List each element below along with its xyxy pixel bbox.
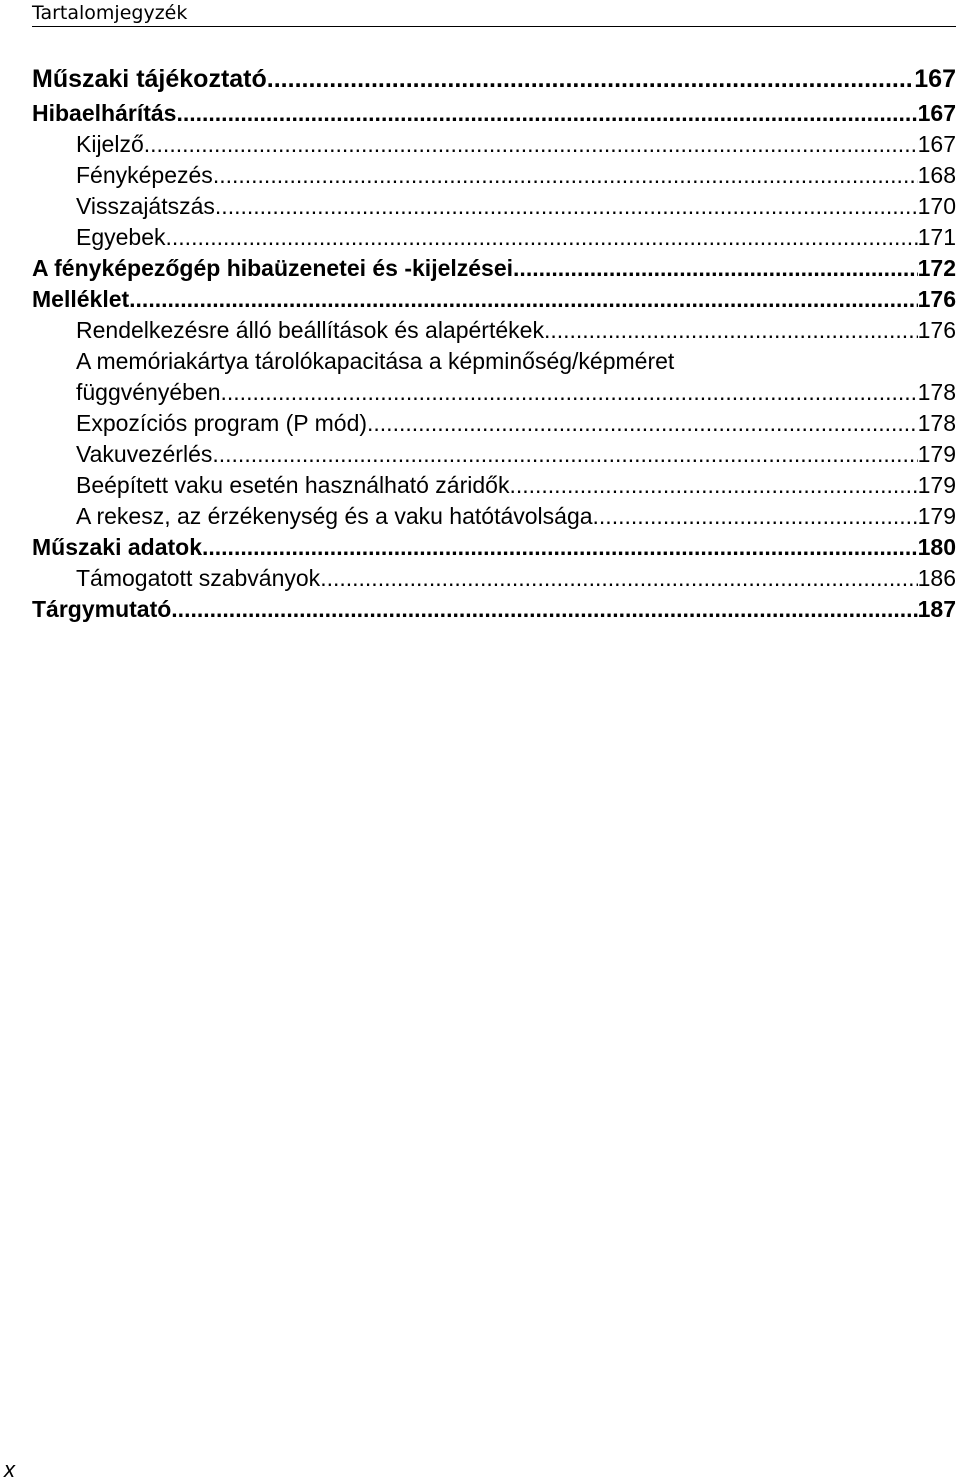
toc-entry-page: 179 xyxy=(917,472,956,498)
toc-entry-page: 167 xyxy=(917,131,956,157)
toc-leader-dots xyxy=(212,439,917,470)
toc-entry[interactable] xyxy=(32,315,956,346)
toc-leader-dots xyxy=(221,377,918,408)
toc-entry[interactable] xyxy=(32,439,956,470)
toc-leader-dots xyxy=(267,60,915,98)
toc-entry-title: Kijelző xyxy=(76,131,144,157)
toc-entry[interactable] xyxy=(32,253,956,284)
toc-leader-dots xyxy=(166,222,918,253)
table-of-contents xyxy=(32,60,956,625)
toc-leader-dots xyxy=(176,98,917,129)
toc-entry-title: Expozíciós program (P mód) xyxy=(76,410,368,436)
toc-entry-title: A fényképezőgép hibaüzenetei és -kijelzései xyxy=(32,255,514,281)
toc-leader-dots xyxy=(320,563,917,594)
toc-leader-dots xyxy=(509,470,917,501)
toc-entry[interactable] xyxy=(32,532,956,563)
toc-leader-dots xyxy=(202,532,918,563)
page-number: x xyxy=(4,1457,15,1482)
toc-entry-title: Beépített vaku esetén használható záridők xyxy=(76,472,510,498)
toc-entry-page: 176 xyxy=(917,317,956,343)
toc-entry[interactable] xyxy=(32,191,956,222)
toc-entry-page: 179 xyxy=(917,441,956,467)
toc-entry-title: Hibaelhárítás xyxy=(32,100,177,126)
toc-entry-page: 186 xyxy=(917,565,956,591)
toc-entry-page: 176 xyxy=(917,286,956,312)
toc-entry[interactable] xyxy=(32,470,956,501)
toc-entry[interactable] xyxy=(32,222,956,253)
toc-entry[interactable] xyxy=(32,60,956,98)
toc-leader-dots xyxy=(144,129,918,160)
toc-entry-title: A rekesz, az érzékenység és a vaku hatótávolsága xyxy=(76,503,593,529)
toc-entry-page: 171 xyxy=(917,224,956,250)
toc-entry-page: 167 xyxy=(914,65,956,93)
toc-entry-title: Fényképezés xyxy=(76,162,213,188)
toc-entry-page: 170 xyxy=(917,193,956,219)
toc-entry-title: Műszaki adatok xyxy=(32,534,202,560)
toc-entry[interactable] xyxy=(32,408,956,439)
toc-leader-dots xyxy=(544,315,918,346)
toc-entry[interactable] xyxy=(32,563,956,594)
toc-leader-dots xyxy=(367,408,918,439)
toc-leader-dots xyxy=(129,284,917,315)
toc-entry-page: 172 xyxy=(917,255,956,281)
toc-leader-dots xyxy=(213,160,918,191)
toc-leader-dots xyxy=(215,191,918,222)
toc-entry-page: 167 xyxy=(917,100,956,126)
toc-entry-page: 187 xyxy=(917,596,956,622)
toc-leader-dots xyxy=(513,253,918,284)
toc-entry-title: függvényében xyxy=(76,379,221,405)
toc-entry[interactable] xyxy=(32,501,956,532)
toc-entry-page: 179 xyxy=(917,503,956,529)
toc-entry[interactable] xyxy=(32,594,956,625)
toc-entry-title-first-line: A memóriakártya tárolókapacitása a képminőség/képméret xyxy=(76,348,675,374)
toc-leader-dots xyxy=(593,501,918,532)
toc-entry-title: Visszajátszás xyxy=(76,193,215,219)
toc-entry-page: 180 xyxy=(917,534,956,560)
toc-entry-title: Rendelkezésre álló beállítások és alapértékek xyxy=(76,317,544,343)
toc-entry-title: Támogatott szabványok xyxy=(76,565,321,591)
toc-entry-page: 168 xyxy=(917,162,956,188)
running-header-title: Tartalomjegyzék xyxy=(32,2,188,24)
toc-entry[interactable] xyxy=(32,98,956,129)
toc-entry-page: 178 xyxy=(917,379,956,405)
toc-entry[interactable] xyxy=(32,346,956,408)
toc-entry-title: Műszaki tájékoztató xyxy=(32,65,267,93)
toc-entry[interactable] xyxy=(32,160,956,191)
header-rule xyxy=(32,26,956,27)
toc-entry-title: Melléklet xyxy=(32,286,130,312)
toc-entry-title: Egyebek xyxy=(76,224,166,250)
toc-entry[interactable] xyxy=(32,129,956,160)
toc-entry-page: 178 xyxy=(917,410,956,436)
toc-leader-dots xyxy=(171,594,917,625)
toc-entry-title: Vakuvezérlés xyxy=(76,441,213,467)
toc-entry[interactable] xyxy=(32,284,956,315)
toc-entry-title: Tárgymutató xyxy=(32,596,172,622)
